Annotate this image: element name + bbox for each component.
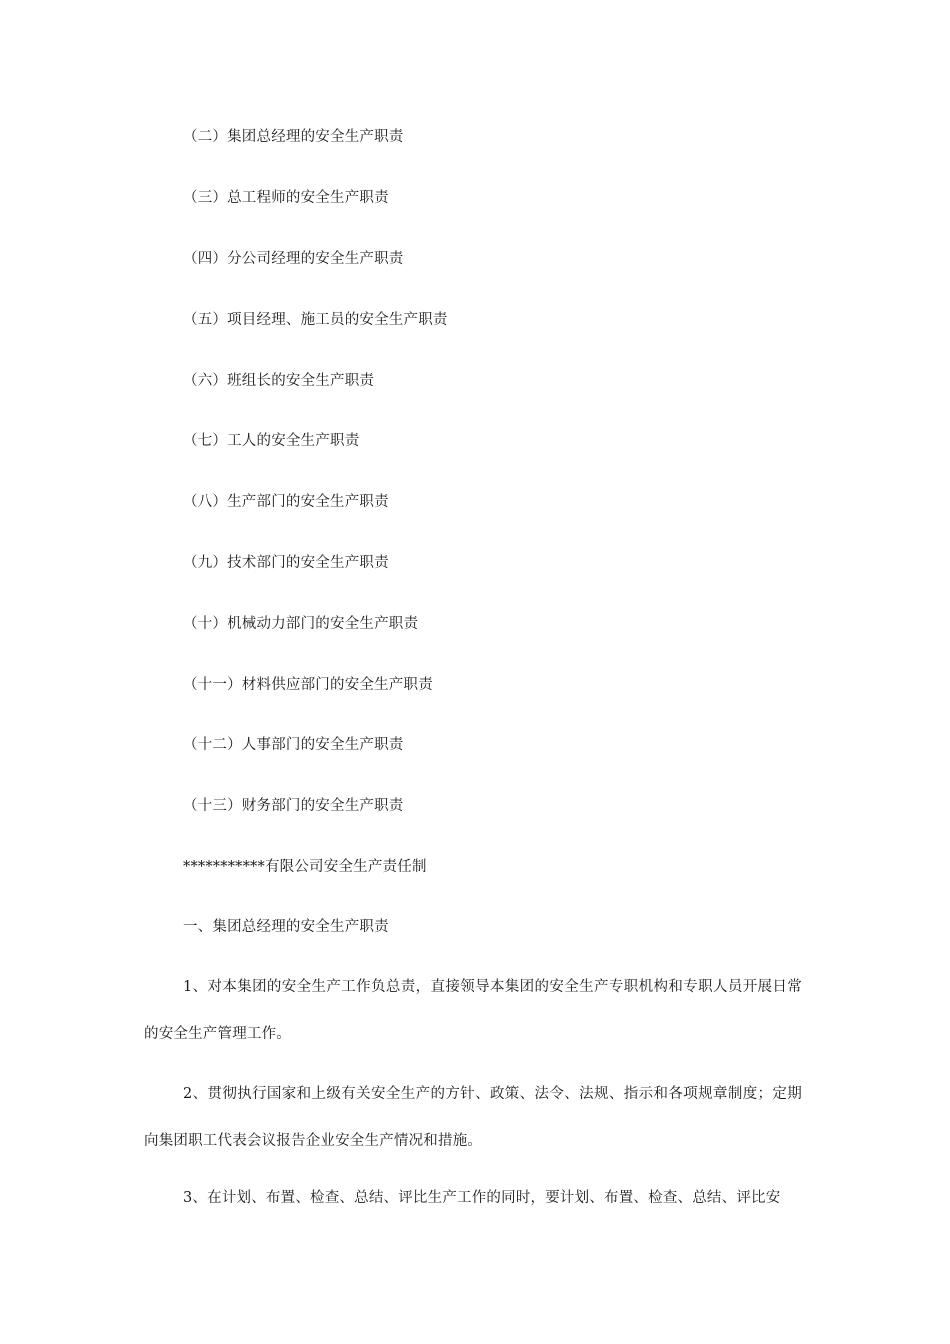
paragraph-1: 1、对本集团的安全生产工作负总责，直接领导本集团的安全生产专职机构和专职人员开展日常的安全生产管理工作。 xyxy=(144,979,802,1042)
outline-item-11: （十一）材料供应部门的安全生产职责 xyxy=(183,677,433,693)
outline-item-6: （六）班组长的安全生产职责 xyxy=(183,373,375,389)
outline-item-12: （十二）人事部门的安全生产职责 xyxy=(183,737,404,753)
outline-item-7: （七）工人的安全生产职责 xyxy=(183,433,360,449)
outline-item-9: （九）技术部门的安全生产职责 xyxy=(183,555,389,571)
outline-item-2: （二）集团总经理的安全生产职责 xyxy=(183,129,404,145)
section-heading: 一、集团总经理的安全生产职责 xyxy=(183,919,389,935)
paragraph-2: 2、贯彻执行国家和上级有关安全生产的方针、政策、法令、法规、指示和各项规章制度；定期向集团职工代表会议报告企业安全生产情况和措施。 xyxy=(144,1086,802,1149)
outline-item-10: （十）机械动力部门的安全生产职责 xyxy=(183,616,419,632)
outline-item-8: （八）生产部门的安全生产职责 xyxy=(183,494,389,510)
outline-item-3: （三）总工程师的安全生产职责 xyxy=(183,190,389,206)
outline-item-5: （五）项目经理、施工员的安全生产职责 xyxy=(183,312,448,328)
paragraph-3: 3、在计划、布置、检查、总结、评比生产工作的同时，要计划、布置、检查、总结、评比安 xyxy=(183,1190,781,1206)
document-title: ***********有限公司安全生产责任制 xyxy=(183,859,427,875)
outline-item-13: （十三）财务部门的安全生产职责 xyxy=(183,798,404,814)
outline-item-4: （四）分公司经理的安全生产职责 xyxy=(183,251,404,267)
